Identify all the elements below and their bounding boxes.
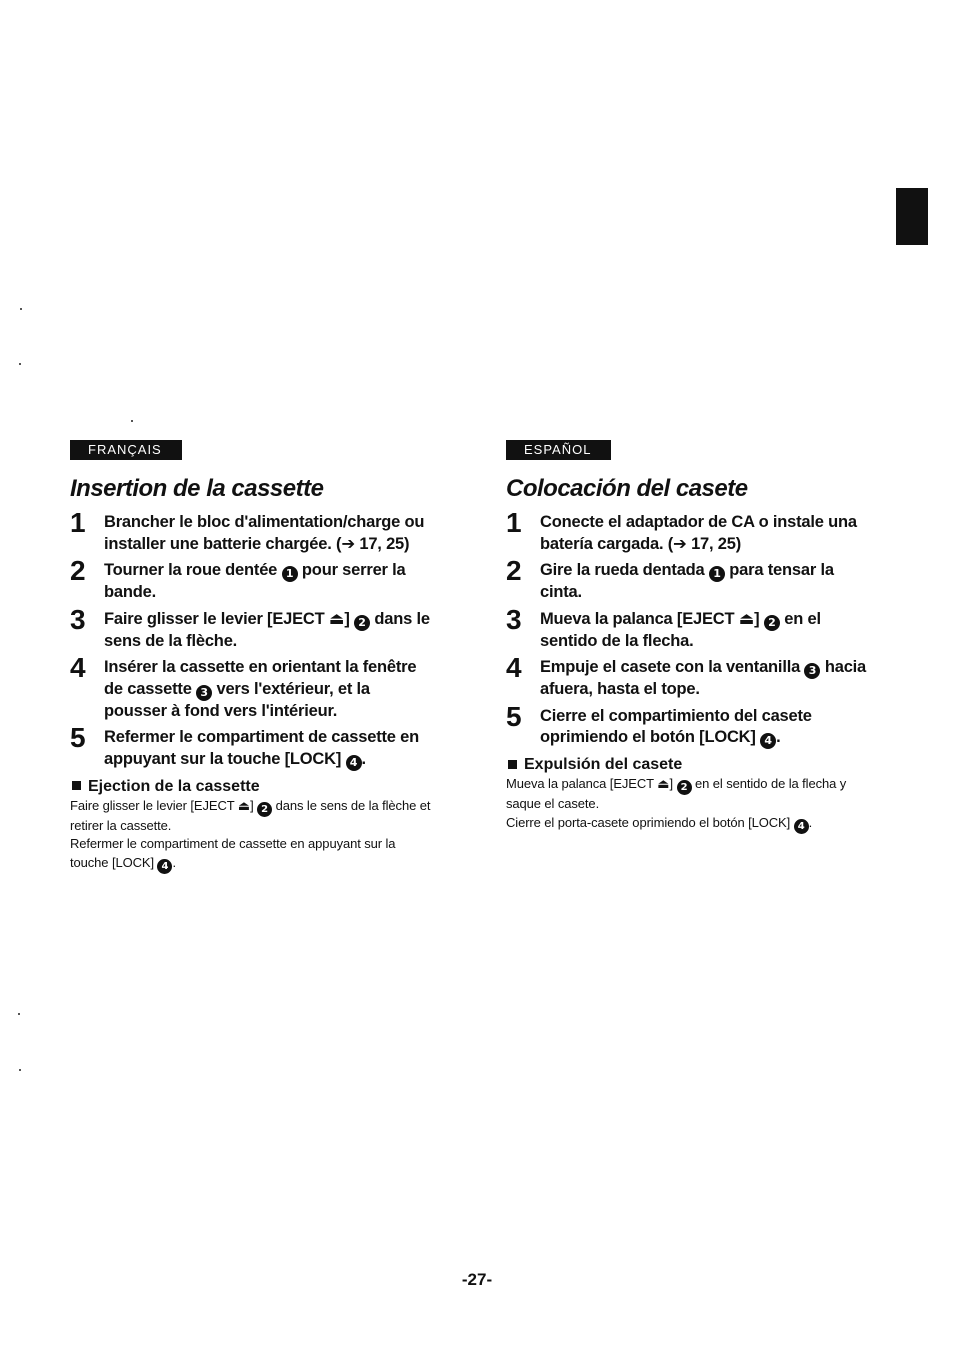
text-run: dans le sens de la flèche. (104, 609, 430, 650)
spanish-column (506, 440, 872, 834)
text-run: pour serrer la bande. (104, 561, 406, 601)
step-text (540, 706, 872, 750)
step-text (104, 657, 435, 722)
text-run: Refermer le compartiment de cassette en appuyant sur la touche [LOCK] (104, 728, 419, 768)
body-paragraph (506, 775, 872, 814)
french-column (70, 440, 435, 874)
eject-triangle-icon: ⏏ (738, 609, 755, 628)
page-edge-tab (896, 188, 928, 245)
text-run: dans le sens de la flèche et retirer la cassette. (70, 797, 431, 833)
subsection-heading (70, 777, 435, 797)
step-text (104, 512, 435, 555)
steps-list (506, 507, 872, 749)
step-item (506, 507, 872, 555)
text-run: ] (250, 797, 258, 813)
scan-speck (131, 420, 133, 422)
text-run: hacia afuera, hasta el tope. (540, 658, 867, 698)
step-text (540, 512, 872, 555)
body-paragraph (70, 797, 435, 836)
text-run: . (808, 814, 813, 830)
step-number: 4 (70, 652, 86, 683)
circled-number-icon: 4 (157, 859, 172, 874)
step-text (104, 727, 435, 771)
text-run: Tourner la roue dentée (104, 561, 282, 579)
step-item (70, 652, 435, 722)
step-number: 5 (506, 700, 522, 732)
text-run: Cierre el porta-casete oprimiendo el botón [LOCK] (506, 814, 794, 830)
text-run: para tensar la cinta. (540, 561, 834, 601)
step-number: 5 (70, 722, 86, 753)
body-paragraph (506, 814, 872, 834)
step-text (104, 609, 435, 653)
scan-speck (18, 1013, 20, 1015)
scan-speck (19, 363, 21, 365)
step-text (540, 560, 872, 604)
bullet-square-icon (72, 781, 81, 790)
step-text (540, 657, 872, 701)
circled-number-icon: 1 (709, 566, 725, 582)
text-run: ] (344, 609, 354, 628)
eject-triangle-icon: ⏏ (237, 797, 251, 813)
circled-number-icon: 2 (354, 615, 370, 631)
step-item (506, 555, 872, 604)
text-run: Faire glisser le levier [EJECT (104, 609, 329, 628)
step-number: 3 (70, 603, 86, 635)
text-run: Mueva la palanca [EJECT (506, 776, 658, 791)
text-run: . (172, 854, 176, 870)
circled-number-icon: 1 (282, 566, 298, 582)
text-run: en el sentido de la flecha. (540, 609, 821, 650)
section-title: Insertion de la cassette (70, 475, 324, 502)
step-number: 4 (506, 652, 522, 683)
text-run: Gire la rueda dentada (540, 561, 709, 579)
step-number: 2 (506, 555, 522, 586)
eject-triangle-icon: ⏏ (328, 609, 345, 628)
subsection-heading (506, 755, 872, 775)
eject-triangle-icon: ⏏ (657, 776, 670, 791)
text-run: Empuje el casete con la ventanilla (540, 658, 805, 676)
step-item (506, 652, 872, 701)
step-item (70, 603, 435, 653)
text-run: Brancher le bloc d'alimentation/charge ou installer une batterie chargée. ( (104, 513, 425, 553)
text-run: . (361, 749, 366, 768)
step-item (70, 555, 435, 604)
body-paragraph (70, 835, 435, 874)
step-item (70, 722, 435, 771)
bullet-square-icon (508, 760, 517, 769)
text-run: 17, 25) (686, 534, 742, 553)
subsection-body (70, 797, 435, 874)
text-run: Faire glisser le levier [EJECT (70, 797, 238, 813)
text-run: vers l'extérieur, et la pousser à fond vers l'intérieur. (104, 679, 370, 720)
text-run: Cierre el compartimiento del casete oprimiendo el botón [LOCK] (540, 706, 812, 746)
text-run: Refermer le compartiment de cassette en appuyant sur la touche [LOCK] (70, 836, 396, 870)
scan-speck (19, 1069, 21, 1071)
right-arrow-icon: ➔ (341, 534, 355, 553)
text-run: 17, 25) (354, 534, 410, 553)
text-run: Conecte el adaptador de CA o instale una batería cargada. ( (540, 513, 857, 553)
step-number: 2 (70, 555, 86, 586)
step-item (506, 700, 872, 750)
step-text (104, 560, 435, 604)
circled-number-icon: 2 (257, 802, 272, 817)
subsection-title: Expulsión del casete (524, 756, 683, 773)
text-run: . (776, 728, 781, 746)
language-tag: FRANÇAIS (70, 440, 182, 460)
step-item (70, 507, 435, 555)
text-run: ] (754, 609, 764, 628)
circled-number-icon: 3 (196, 685, 212, 701)
subsection-body (506, 775, 872, 834)
page-number: -27- (461, 1270, 493, 1289)
step-item (506, 603, 872, 653)
circled-number-icon: 2 (677, 780, 692, 795)
circled-number-icon: 4 (794, 819, 809, 834)
step-number: 3 (506, 603, 522, 635)
circled-number-icon: 2 (764, 615, 780, 631)
circled-number-icon: 3 (804, 663, 820, 679)
text-run: Mueva la palanca [EJECT (540, 609, 739, 628)
text-run: Insérer la cassette en orientant la fenêtre de cassette (104, 658, 417, 698)
step-number: 1 (70, 507, 86, 538)
step-text (540, 609, 872, 653)
subsection-title: Ejection de la cassette (88, 777, 260, 795)
scan-speck (20, 308, 22, 310)
language-tag: ESPAÑOL (506, 440, 611, 460)
step-number: 1 (506, 507, 522, 538)
section-title: Colocación del casete (506, 475, 748, 502)
right-arrow-icon: ➔ (673, 534, 687, 553)
steps-list (70, 507, 435, 771)
text-run: en el sentido de la flecha y saque el casete. (506, 776, 847, 811)
text-run: ] (669, 776, 677, 791)
circled-number-icon: 4 (346, 755, 362, 771)
circled-number-icon: 4 (760, 733, 776, 749)
